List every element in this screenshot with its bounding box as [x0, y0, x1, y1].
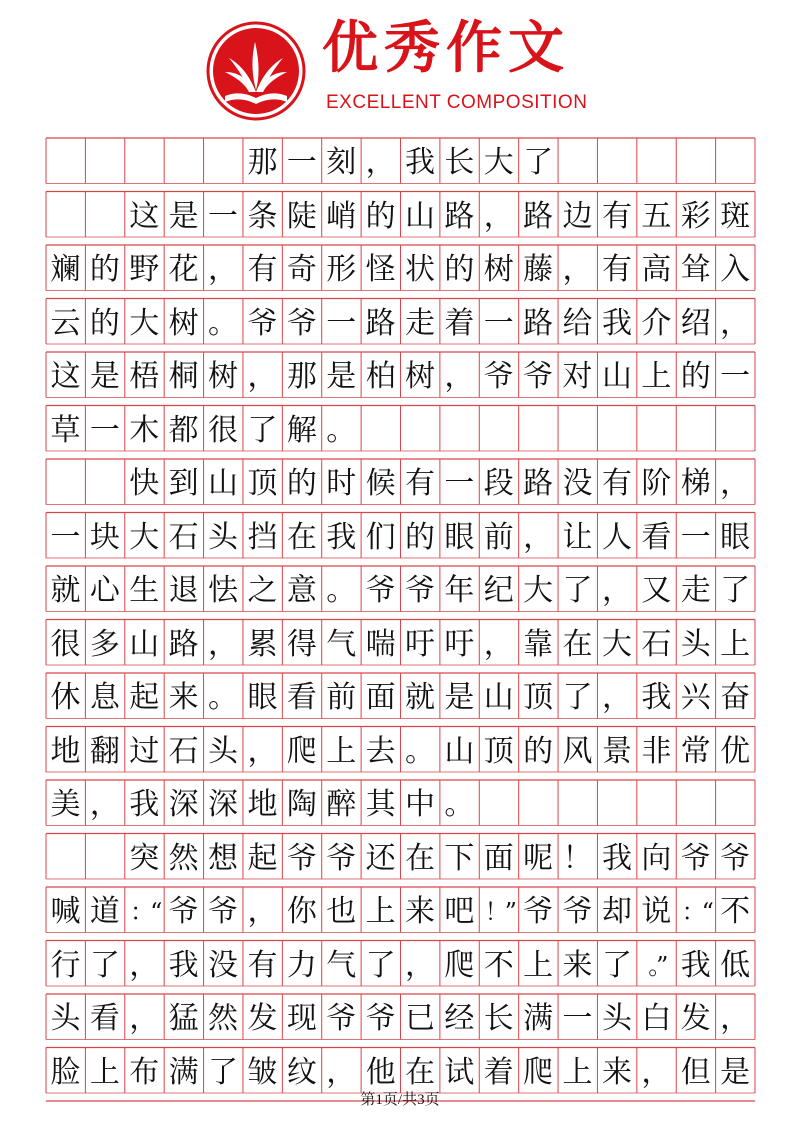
grid-character: 来: [562, 947, 593, 983]
grid-character: 奇: [286, 252, 317, 287]
grid-character: 行: [50, 947, 81, 983]
grid-character: 其: [365, 787, 396, 822]
grid-character: 在: [562, 626, 593, 662]
grid-character: 路: [523, 198, 554, 234]
grid-character: 你: [286, 894, 317, 929]
grid-character: 没: [208, 947, 239, 983]
grid-character: ！: [562, 840, 593, 876]
grid-character: 爷: [208, 894, 239, 929]
grid-character: 一: [326, 305, 357, 341]
grid-character: 满: [523, 1001, 554, 1036]
grid-character: ，: [641, 1054, 672, 1090]
grid-character: 了: [208, 1054, 239, 1090]
grid-character: 了: [562, 680, 593, 715]
grid-character: 。: [208, 680, 239, 715]
grid-character: 没: [562, 466, 593, 501]
grid-character: 突: [129, 840, 160, 876]
grid-character: ！”: [484, 898, 513, 926]
grid-character: ，: [444, 359, 475, 394]
grid-character: 对: [562, 359, 593, 394]
grid-character: 爷: [326, 1001, 357, 1036]
grid-character: 美: [50, 787, 81, 822]
grid-character: 高: [641, 252, 672, 287]
grid-character: 树: [168, 305, 199, 341]
grid-character: ，: [89, 787, 120, 822]
grid-character: 生: [129, 573, 160, 608]
grid-character: 上: [562, 1054, 593, 1090]
grid-character: 大: [129, 305, 160, 341]
grid-character: 峭: [326, 198, 357, 234]
grid-character: 那: [247, 145, 278, 180]
grid-character: 我: [168, 947, 199, 983]
grid-character: 桐: [168, 359, 199, 394]
grid-character: 靠: [523, 626, 554, 662]
grid-character: 非: [641, 733, 672, 769]
grid-character: 的: [405, 519, 435, 555]
grid-character: 我: [601, 305, 632, 341]
grid-character: 地: [247, 787, 278, 822]
grid-character: ，: [247, 359, 278, 394]
grid-character: 了: [601, 947, 632, 983]
grid-character: 过: [129, 733, 160, 769]
grid-character: 有: [247, 947, 278, 983]
grid-character: 给: [562, 305, 593, 341]
grid-character: 常: [680, 733, 711, 769]
grid-character: 想: [208, 840, 239, 876]
grid-character: 走: [405, 305, 435, 341]
grid-character: 下: [444, 840, 475, 876]
grid-character: 来: [168, 680, 199, 715]
grid-character: 柏: [365, 359, 396, 394]
grid-character: 都: [168, 412, 199, 448]
grid-character: 是: [89, 359, 120, 394]
grid-character: 一: [680, 519, 711, 555]
grid-character: ，: [129, 947, 160, 983]
grid-character: 解: [286, 412, 317, 448]
grid-character: 的: [680, 359, 711, 394]
grid-character: 现: [286, 1001, 317, 1036]
grid-character: 头: [208, 519, 239, 555]
grid-character: 的: [523, 733, 554, 769]
grid-character: 状: [405, 252, 435, 287]
grid-character: 意: [286, 573, 317, 608]
grid-character: 石: [168, 733, 199, 769]
grid-character: 路: [523, 466, 554, 501]
grid-character: 就: [405, 680, 435, 715]
grid-character: 人: [601, 519, 632, 555]
grid-character: 山: [483, 680, 514, 715]
grid-character: 野: [129, 252, 160, 287]
grid-character: 在: [286, 519, 317, 555]
grid-character: 一: [208, 198, 239, 234]
grid-character: 多: [89, 626, 120, 662]
grid-character: 上: [641, 359, 672, 394]
grid-character: 却: [601, 894, 632, 929]
header-title: 优秀作文: [322, 15, 570, 81]
grid-character: 爷: [523, 359, 554, 394]
grid-character: 退: [168, 573, 199, 608]
grid-character: 了: [89, 947, 120, 983]
grid-character: 的: [286, 466, 317, 501]
grid-character: 爷: [286, 840, 317, 876]
grid-character: 路: [168, 626, 199, 662]
grid-character: 山: [208, 466, 239, 501]
grid-character: 长: [483, 1001, 514, 1036]
grid-character: 一: [720, 359, 751, 394]
grid-character: 顶: [247, 466, 278, 501]
grid-character: 树: [483, 252, 514, 287]
grid-character: ，: [326, 1054, 357, 1090]
grid-character: ：“: [681, 898, 710, 926]
grid-character: 一: [89, 412, 120, 448]
grid-character: 喘: [365, 626, 396, 662]
grid-character: 道: [89, 894, 120, 929]
grid-character: 心: [89, 573, 120, 608]
grid-character: 爷: [680, 840, 711, 876]
grid-character: 头: [50, 1001, 81, 1036]
grid-character: 五: [641, 198, 672, 234]
grid-character: 翻: [89, 733, 120, 769]
grid-character: 们: [365, 519, 396, 555]
grid-character: 爷: [365, 573, 396, 608]
grid-character: 到: [168, 466, 199, 501]
grid-character: 挡: [247, 519, 278, 555]
grid-character: 一: [286, 145, 317, 180]
grid-character: 休: [50, 680, 81, 715]
grid-character: 。: [326, 412, 357, 448]
grid-character: 息: [89, 680, 120, 715]
grid-character: 他: [365, 1054, 396, 1090]
grid-character: 经: [444, 1001, 475, 1036]
grid-character: 陡: [286, 198, 317, 234]
grid-character: 来: [405, 894, 435, 929]
grid-character: 有: [601, 466, 632, 501]
grid-character: 在: [405, 840, 435, 876]
grid-character: 醉: [326, 787, 357, 822]
grid-character: 起: [247, 840, 278, 876]
grid-character: 还: [365, 840, 396, 876]
grid-character: 中: [405, 787, 435, 822]
grid-character: 向: [641, 840, 672, 876]
grid-character: 我: [405, 145, 435, 180]
grid-character: 面: [365, 680, 396, 715]
grid-character: 景: [601, 733, 632, 769]
grid-character: 气: [326, 626, 357, 662]
grid-character: 长: [444, 145, 475, 180]
grid-character: 在: [405, 1054, 435, 1090]
grid-character: ，: [483, 198, 514, 234]
grid-character: 布: [129, 1054, 160, 1090]
grid-character: 了: [720, 573, 751, 608]
grid-character: 眼: [720, 519, 751, 555]
grid-character: 有: [405, 466, 435, 501]
grid-character: 白: [641, 1001, 672, 1036]
grid-character: 是: [326, 359, 357, 394]
grid-character: 梧: [129, 359, 160, 394]
grid-character: 喊: [50, 894, 81, 929]
grid-character: 是: [720, 1054, 751, 1090]
grid-character: 面: [483, 840, 514, 876]
grid-character: 爷: [562, 894, 593, 929]
grid-character: 路: [523, 305, 554, 341]
grid-character: 我: [641, 680, 672, 715]
grid-character: 。: [405, 733, 435, 769]
grid-character: ，: [601, 680, 632, 715]
grid-character: 起: [129, 680, 160, 715]
grid-character: 然: [208, 1001, 239, 1036]
grid-character: 上: [89, 1054, 120, 1090]
grid-character: 那: [286, 359, 317, 394]
grid-character: 去: [365, 733, 396, 769]
grid-character: 了: [562, 573, 593, 608]
grid-character: 爷: [168, 894, 199, 929]
grid-character: 一: [50, 519, 81, 555]
grid-character: 发: [680, 1001, 711, 1036]
grid-character: 。: [208, 305, 239, 341]
grid-character: 条: [247, 198, 278, 234]
grid-character: 说: [641, 894, 672, 929]
grid-character: 候: [365, 466, 396, 501]
grid-character: 是: [168, 198, 199, 234]
grid-character: 让: [562, 519, 593, 555]
grid-character: 我: [326, 519, 357, 555]
grid-character: 大: [523, 573, 554, 608]
grid-character: 不: [483, 947, 514, 983]
grid-character: 斓: [50, 252, 81, 287]
grid-character: 前: [326, 680, 357, 715]
grid-character: 就: [50, 573, 81, 608]
grid-character: 。: [444, 787, 475, 822]
grid-character: 吁: [444, 626, 475, 662]
grid-character: 力: [286, 947, 317, 983]
grid-character: 木: [129, 412, 160, 448]
grid-character: 得: [286, 626, 317, 662]
grid-character: 的: [444, 252, 475, 287]
grid-character: 不: [720, 894, 751, 929]
grid-character: 彩: [680, 198, 711, 234]
grid-character: ，: [247, 733, 278, 769]
grid-character: 看: [89, 1001, 120, 1036]
grid-character: 藤: [523, 252, 554, 287]
grid-character: 地: [50, 733, 81, 769]
grid-character: 树: [208, 359, 239, 394]
grid-character: 陶: [286, 787, 317, 822]
grid-character: 看: [641, 519, 672, 555]
grid-character: 石: [168, 519, 199, 555]
grid-character: 眼: [444, 519, 475, 555]
grid-character: 山: [405, 198, 435, 234]
grid-character: 优: [720, 733, 751, 769]
grid-character: 块: [89, 519, 120, 555]
grid-character: 纪: [483, 573, 514, 608]
grid-character: 刻: [326, 145, 357, 180]
grid-character: 山: [444, 733, 475, 769]
grid-character: 时: [326, 466, 357, 501]
grid-character: 一: [562, 1001, 593, 1036]
grid-character: 上: [720, 626, 751, 662]
grid-character: 了: [247, 412, 278, 448]
grid-character: 皱: [247, 1054, 278, 1090]
grid-character: 吁: [405, 626, 435, 662]
grid-character: 爷: [483, 359, 514, 394]
grid-character: ，: [129, 1001, 160, 1036]
grid-character: 年: [444, 573, 475, 608]
grid-character: 山: [129, 626, 160, 662]
grid-character: 怯: [208, 573, 239, 608]
grid-character: 深: [208, 787, 239, 822]
grid-character: 看: [286, 680, 317, 715]
grid-character: 走: [680, 573, 711, 608]
grid-character: 累: [247, 626, 278, 662]
grid-character: 爷: [365, 1001, 396, 1036]
grid-character: 我: [129, 787, 160, 822]
grid-character: 了: [365, 947, 396, 983]
grid-character: 路: [444, 198, 475, 234]
grid-character: ，: [405, 947, 435, 983]
grid-character: 然: [168, 840, 199, 876]
header-subtitle: EXCELLENT COMPOSITION: [326, 92, 588, 113]
grid-character: 介: [641, 305, 672, 341]
grid-character: 有: [601, 198, 632, 234]
grid-character: 大: [129, 519, 160, 555]
grid-character: 来: [601, 1054, 632, 1090]
grid-character: ，: [720, 1001, 751, 1036]
grid-character: 猛: [168, 1001, 199, 1036]
grid-character: 怪: [365, 252, 396, 287]
grid-character: 试: [444, 1054, 475, 1090]
grid-character: 上: [326, 733, 357, 769]
grid-character: 大: [483, 145, 514, 180]
grid-character: 大: [601, 626, 632, 662]
grid-character: 已: [405, 1001, 435, 1036]
grid-character: 头: [601, 1001, 632, 1036]
grid-character: 着: [444, 305, 475, 341]
grid-character: 眼: [247, 680, 278, 715]
grid-character: 山: [601, 359, 632, 394]
grid-character: ，: [720, 305, 751, 341]
grid-character: 了: [523, 145, 554, 180]
grid-character: 一: [483, 305, 514, 341]
grid-character: 是: [444, 680, 475, 715]
grid-character: 前: [483, 519, 514, 555]
grid-character: ，: [365, 145, 396, 180]
grid-character: 气: [326, 947, 357, 983]
grid-character: 脸: [50, 1054, 81, 1090]
grid-character: 快: [129, 466, 160, 501]
grid-character: 有: [601, 252, 632, 287]
grid-character: 我: [601, 840, 632, 876]
grid-character: 上: [365, 894, 396, 929]
grid-character: 但: [680, 1054, 711, 1090]
grid-character: 头: [208, 733, 239, 769]
grid-character: ：“: [130, 898, 159, 926]
grid-character: 吧: [444, 894, 475, 929]
grid-character: 梯: [680, 466, 711, 501]
grid-character: 入: [720, 252, 751, 287]
grid-character: 发: [247, 1001, 278, 1036]
grid-character: 石: [641, 626, 672, 662]
grid-character: ，: [483, 626, 514, 662]
grid-character: 兴: [680, 680, 711, 715]
grid-character: 这: [129, 198, 160, 234]
grid-character: 奋: [720, 680, 751, 715]
grid-character: 爬: [286, 733, 317, 769]
grid-character: 的: [365, 198, 396, 234]
grid-character: 。: [326, 573, 357, 608]
grid-character: 边: [562, 198, 593, 234]
grid-character: 段: [483, 466, 514, 501]
grid-character: 爷: [247, 305, 278, 341]
grid-character: 一: [444, 466, 475, 501]
grid-character: 爷: [720, 840, 751, 876]
grid-character: 有: [247, 252, 278, 287]
grid-character: 耸: [680, 252, 711, 287]
grid-character: ，: [720, 466, 751, 501]
grid-character: 。”: [648, 951, 665, 980]
grid-character: 斑: [720, 198, 751, 234]
grid-character: 的: [89, 252, 120, 287]
grid-character: ，: [208, 252, 239, 287]
grid-character: 花: [168, 252, 199, 287]
grid-character: 爷: [286, 305, 317, 341]
grid-character: 很: [50, 626, 81, 662]
grid-character: 的: [89, 305, 120, 341]
grid-character: 阶: [641, 466, 672, 501]
grid-character: 很: [208, 412, 239, 448]
grid-character: 爬: [523, 1054, 554, 1090]
grid-character: ，: [601, 573, 632, 608]
grid-character: 顶: [483, 733, 514, 769]
grid-character: 低: [720, 947, 751, 983]
grid-character: 风: [562, 733, 593, 769]
grid-character: 之: [247, 573, 278, 608]
grid-character: 呢: [523, 840, 554, 876]
grid-character: 上: [523, 947, 554, 983]
grid-character: 形: [326, 252, 357, 287]
grid-character: 爷: [405, 573, 435, 608]
grid-character: 深: [168, 787, 199, 822]
grid-character: 树: [405, 359, 435, 394]
grid-character: 头: [680, 626, 711, 662]
grid-character: ，: [562, 252, 593, 287]
grid-character: 满: [168, 1054, 199, 1090]
grid-character: 云: [50, 305, 81, 341]
grid-character: 我: [680, 947, 711, 983]
grid-character: 也: [326, 894, 357, 929]
grid-character: 纹: [286, 1054, 317, 1090]
grid-character: 又: [641, 573, 672, 608]
grid-character: 草: [50, 412, 81, 448]
grid-character: ，: [247, 894, 278, 929]
grid-character: 爷: [523, 894, 554, 929]
grid-character: ，: [208, 626, 239, 662]
grid-character: 着: [483, 1054, 514, 1090]
grid-character: 路: [365, 305, 396, 341]
page-number: 第1页/共3页: [360, 1092, 440, 1108]
grid-character: 绍: [680, 305, 711, 341]
grid-character: 爬: [444, 947, 475, 983]
grid-character: 爷: [326, 840, 357, 876]
grid-character: 这: [50, 359, 81, 394]
grid-character: 顶: [523, 680, 554, 715]
grid-character: ，: [523, 519, 554, 555]
